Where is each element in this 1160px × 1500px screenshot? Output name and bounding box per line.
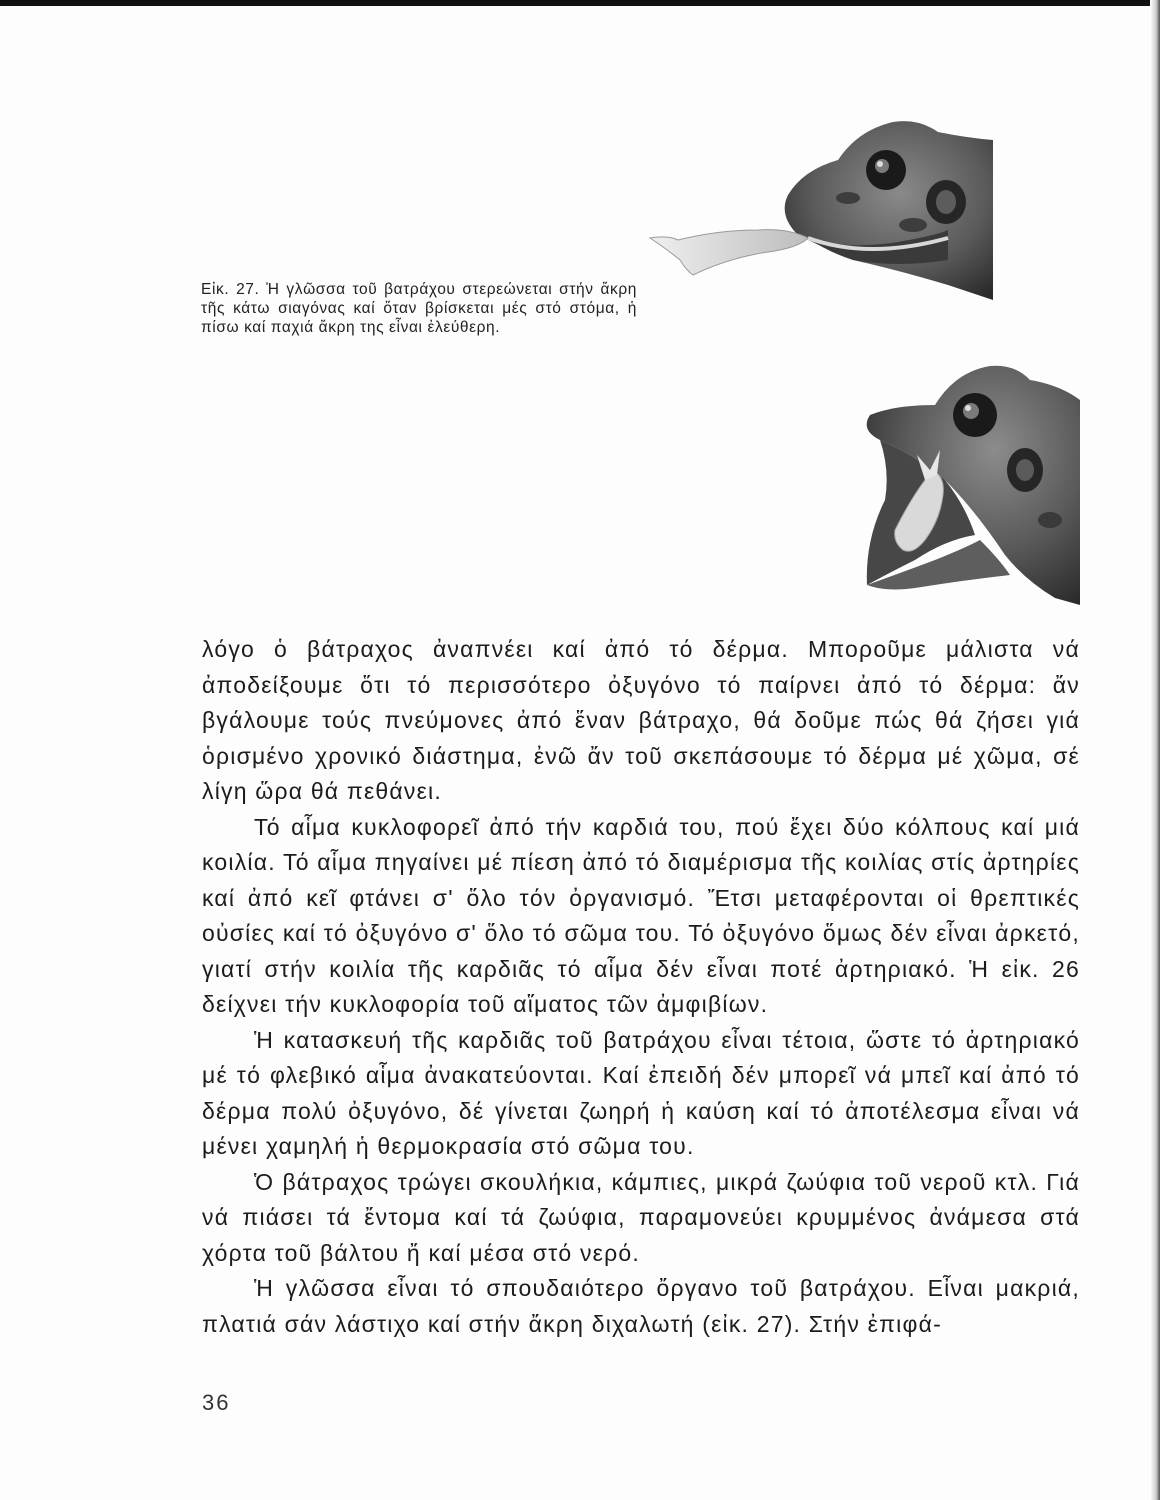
scan-top-border: [0, 0, 1160, 6]
body-text: [202, 632, 1080, 1342]
frog-tongue-extended-icon: [648, 110, 998, 320]
paragraph: λόγο ὁ βάτραχος ἀναπνέει καί ἀπό τό δέρμα. Μποροῦμε μάλιστα νά ἀποδείξουμε ὅτι τό περισσότερο ὀξυγόνο τό παίρνει ἀπό τό δέρμα: ἄν βγάλουμε τούς πνεύμονες ἀπό ἕναν βάτραχο, θά δοῦμε πώς θά ζήσει γιά ὁρισμένο χρονικό διάστημα, ἐνῶ ἄν τοῦ σκεπάσουμε τό δέρμα μέ χῶμα, σέ λίγη ὥρα θά πεθάνει.: [202, 636, 1080, 804]
frog-mouth-open-icon: [855, 360, 1080, 610]
paragraph: Ὁ βάτραχος τρώγει σκουλήκια, κάμπιες, μικρά ζωύφια τοῦ νεροῦ κτλ. Γιά νά πιάσει τά ἔντομα καί τά ζωύφια, παραμονεύει κρυμμένος ἀνάμεσα στά χόρτα τοῦ βάλτου ἤ καί μέσα στό νερό.: [202, 1168, 1080, 1266]
paragraph: Ἡ κατασκευή τῆς καρδιᾶς τοῦ βατράχου εἶναι τέτοια, ὥστε τό ἀρτηριακό μέ τό φλεβικό αἷμα ἀνακατεύονται. Καί ἐπειδή δέν μπορεῖ νά μπεῖ καί ἀπό τό δέρμα πολύ ὀξυγόνο, δέ γίνεται ζωηρή ἡ καύση καί τό ἀποτέλεσμα εἶναι νά μένει χαμηλή ἡ θερμοκρασία στό σῶμα του.: [202, 1026, 1080, 1159]
paragraph: Ἡ γλῶσσα εἶναι τό σπουδαιότερο ὄργανο τοῦ βατράχου. Εἶναι μακριά, πλατιά σάν λάστιχο καί στήν ἄκρη διχαλωτή (εἰκ. 27). Στήν ἐπιφά-: [202, 1275, 1080, 1337]
page-number: 36: [202, 1390, 231, 1415]
scan-right-border: [1150, 0, 1160, 1500]
paragraph: Τό αἷμα κυκλοφορεῖ ἀπό τήν καρδιά του, πού ἔχει δύο κόλπους καί μιά κοιλία. Τό αἷμα πηγαίνει μέ πίεση ἀπό τό διαμέρισμα τῆς κοιλίας στίς ἀρτηρίες καί ἀπό κεῖ φτάνει σ' ὅλο τόν ὀργανισμό. Ἔτσι μεταφέρονται οἱ θρεπτικές οὐσίες καί τό ὀξυγόνο σ' ὅλο τό σῶμα του. Τό ὀξυγόνο ὅμως δέν εἶναι ἀρκετό, γιατί στήν κοιλία τῆς καρδιᾶς τό αἷμα δέν εἶναι ποτέ ἀρτηριακό. Ἡ εἰκ. 26 δείχνει τήν κυκλοφορία τοῦ αἵματος τῶν ἀμφιβίων.: [202, 813, 1081, 1017]
figure-caption: Εἰκ. 27. Ἡ γλῶσσα τοῦ βατράχου στερεώνεται στήν ἄκρη τῆς κάτω σιαγόνας καί ὅταν βρίσκεται μές στό στόμα, ἡ πίσω καί παχιά ἄκρη της εἶναι ἐλεύθερη.: [201, 281, 637, 336]
